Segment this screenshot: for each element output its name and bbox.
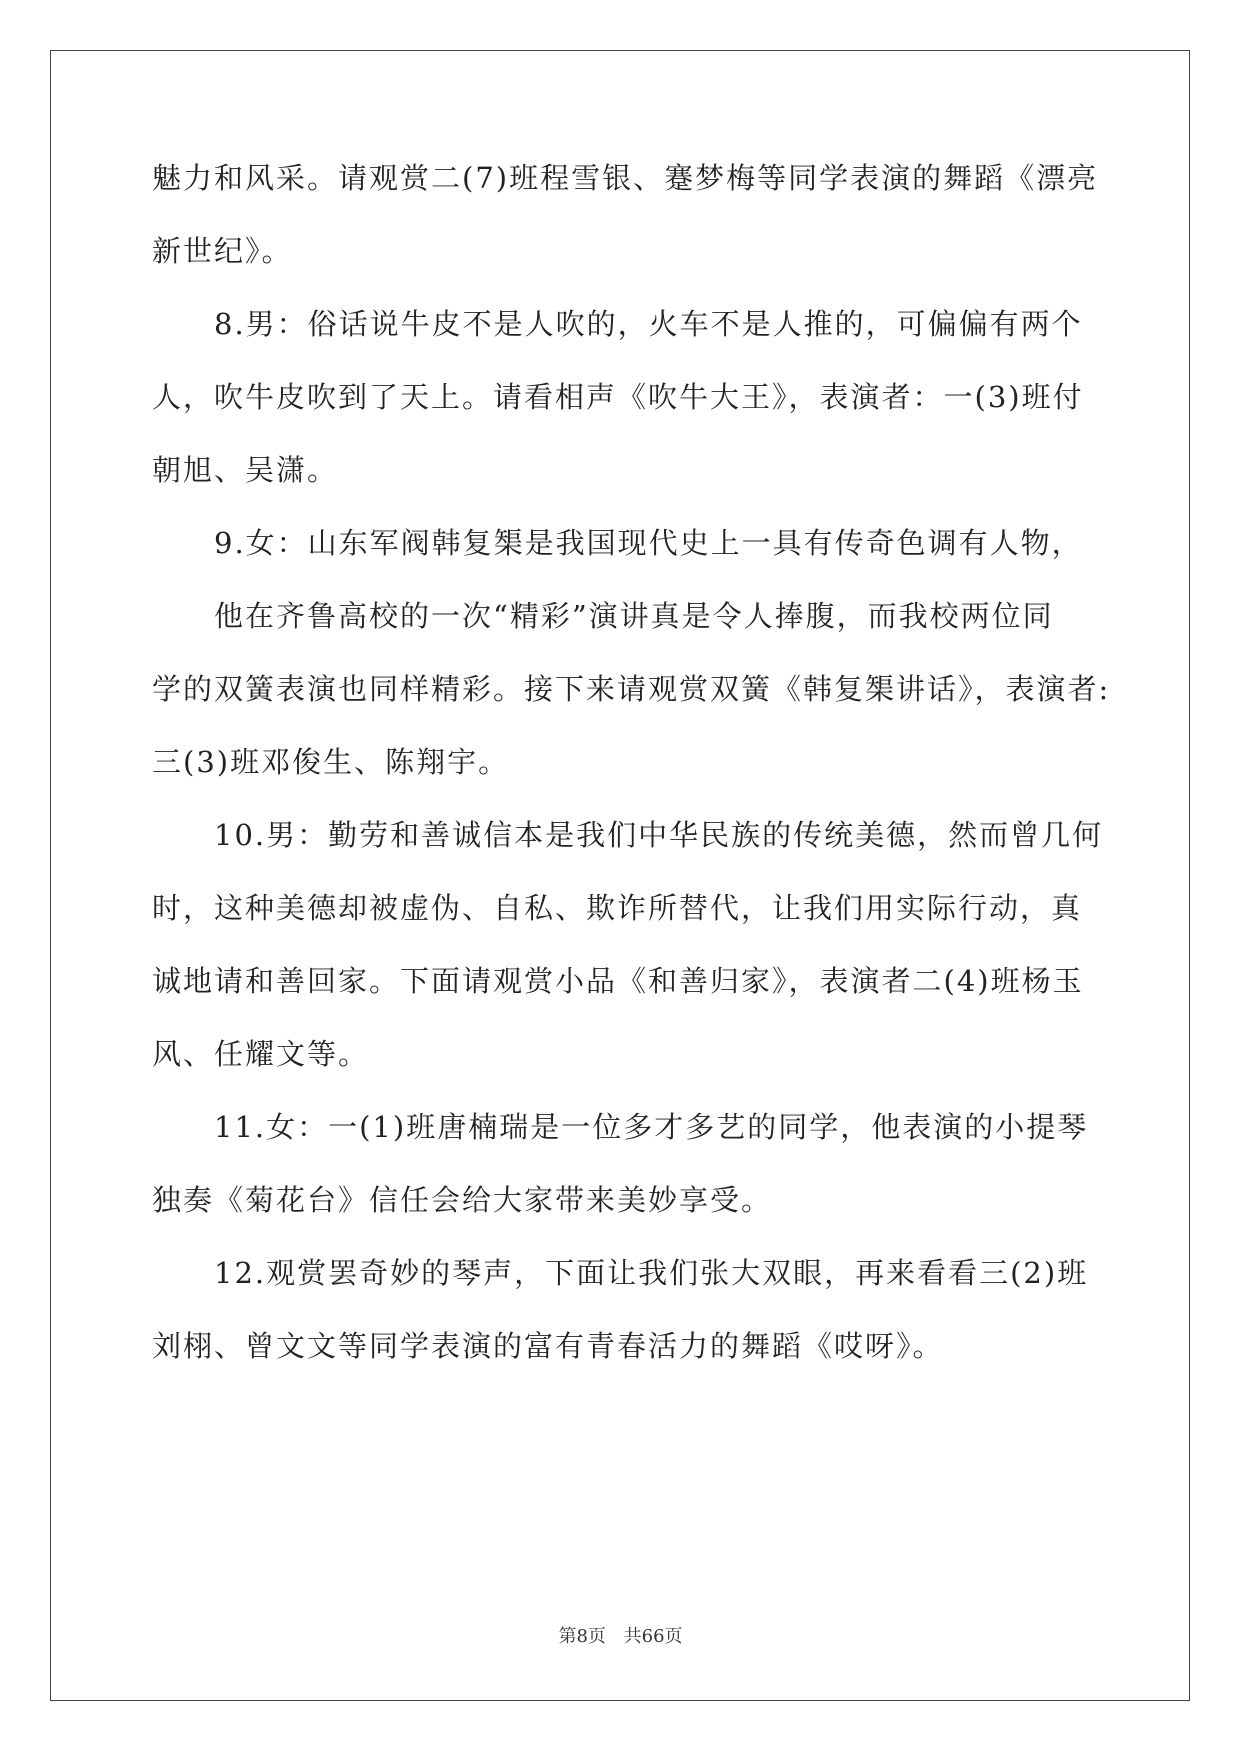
text-line: 独奏《菊花台》信任会给大家带来美妙享受。 <box>152 1183 773 1217</box>
page-total: 共66页 <box>623 1626 683 1647</box>
text-line: 8.男：俗话说牛皮不是人吹的，火车不是人推的，可偏偏有两个 <box>152 307 1083 341</box>
text-line: 11.女：一(1)班唐楠瑞是一位多才多艺的同学，他表演的小提琴 <box>152 1110 1089 1144</box>
text-line: 10.男：勤劳和善诚信本是我们中华民族的传统美德，然而曾几何 <box>152 818 1104 852</box>
text-line: 时，这种美德却被虚伪、自私、欺诈所替代，让我们用实际行动，真 <box>152 891 1083 925</box>
text-line: 学的双簧表演也同样精彩。接下来请观赏双簧《韩复榘讲话》，表演者: <box>152 672 1111 706</box>
page-footer <box>0 1622 1241 1648</box>
text-line: 三(3)班邓俊生、陈翔宇。 <box>152 745 510 779</box>
text-line: 他在齐鲁高校的一次“精彩”演讲真是令人捧腹，而我校两位同 <box>152 599 1054 633</box>
text-line: 12.观赏罢奇妙的琴声，下面让我们张大双眼，再来看看三(2)班 <box>152 1256 1089 1290</box>
text-line: 风、任耀文等。 <box>152 1037 370 1071</box>
text-line: 9.女：山东军阀韩复榘是我国现代史上一具有传奇色调有人物， <box>152 526 1083 560</box>
text-line: 诚地请和善回家。下面请观赏小品《和善归家》，表演者二(4)班杨玉 <box>152 964 1084 998</box>
text-line: 新世纪》。 <box>152 234 293 268</box>
text-line: 刘栩、曾文文等同学表演的富有青春活力的舞蹈《哎呀》。 <box>152 1329 944 1363</box>
document-body <box>152 160 1111 1364</box>
text-line: 人，吹牛皮吹到了天上。请看相声《吹牛大王》，表演者：一(3)班付 <box>152 380 1084 414</box>
text-line: 魅力和风采。请观赏二(7)班程雪银、蹇梦梅等同学表演的舞蹈《漂亮 <box>152 161 1099 195</box>
page-number: 第8页 <box>558 1626 606 1647</box>
text-line: 朝旭、吴潇。 <box>152 453 339 487</box>
